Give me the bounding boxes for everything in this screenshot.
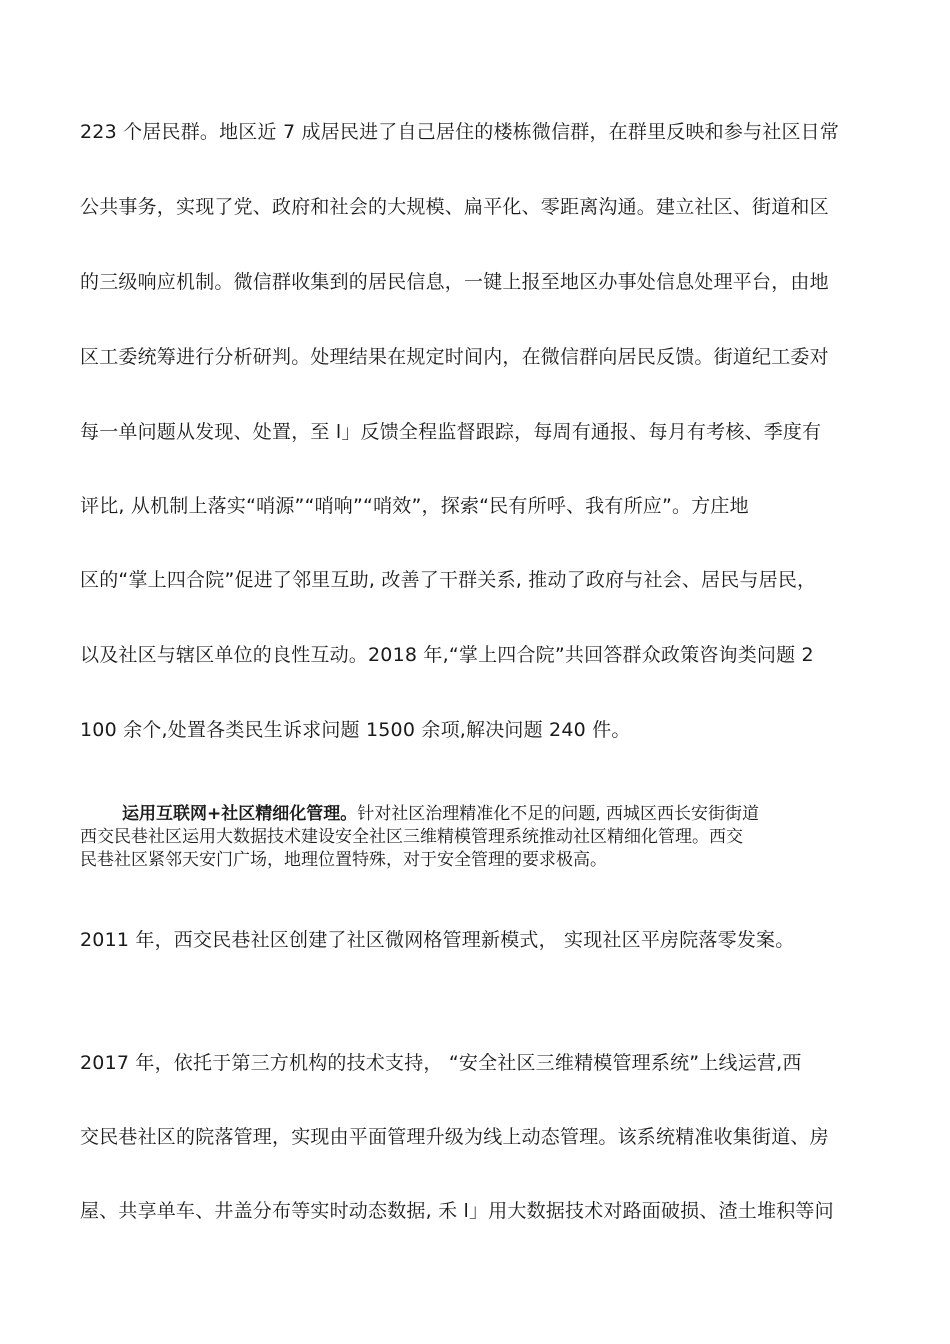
paragraph-1-line-3: 的三级响应机制。微信群收集到的居民信息，一键上报至地区办事处信息处理平台，由地 xyxy=(80,271,829,293)
paragraph-2-line-1-text: 针对社区治理精准化不足的问题, 西城区西长安街街道 xyxy=(357,804,760,824)
paragraph-1-line-9: 100 余个,处置各类民生诉求问题 1500 余项,解决问题 240 件。 xyxy=(80,719,631,741)
paragraph-1-line-2: 公共事务，实现了党、政府和社会的大规模、扁平化、零距离沟通。建立社区、街道和区 xyxy=(80,196,829,218)
paragraph-2-line-3: 民巷社区紧邻天安门广场，地理位置特殊，对于安全管理的要求极高。 xyxy=(80,850,607,870)
paragraph-1-line-6: 评比, 从机制上落实“哨源”“哨响”“哨效”，探索“民有所呼、我有所应”。方庄地 xyxy=(80,495,749,517)
paragraph-1-line-8: 以及社区与辖区单位的良性互动。2018 年,“掌上四合院”共回答群众政策咨询类问题 2 xyxy=(80,644,814,666)
paragraph-1-line-5: 每一单问题从发现、处置，至 l」反馈全程监督跟踪，每周有通报、每月有考核、季度有 xyxy=(80,421,822,443)
paragraph-1-line-7: 区的“掌上四合院”促进了邻里互助, 改善了干群关系, 推动了政府与社会、居民与居民， xyxy=(80,569,817,591)
paragraph-1-line-1: 223 个居民群。地区近 7 成居民进了自己居住的楼栋微信群，在群里反映和参与社区日常 xyxy=(80,121,840,143)
paragraph-3-line-1: 2011 年，西交民巷社区创建了社区微网格管理新模式， 实现社区平房院落零发案。 xyxy=(80,929,795,951)
paragraph-1-line-4: 区工委统筹进行分析研判。处理结果在规定时间内，在微信群向居民反馈。街道纪工委对 xyxy=(80,346,829,368)
paragraph-2-line-1 xyxy=(80,803,880,825)
paragraph-4-line-3: 屋、共享单车、井盖分布等实时动态数据, 禾 l」用大数据技术对路面破损、渣土堆积等问 xyxy=(80,1200,834,1222)
paragraph-4-line-1: 2017 年，依托于第三方机构的技术支持， “安全社区三维精模管理系统”上线运营,西 xyxy=(80,1052,802,1074)
paragraph-4-line-2: 交民巷社区的院落管理，实现由平面管理升级为线上动态管理。该系统精准收集街道、房 xyxy=(80,1126,829,1148)
paragraph-2-heading: 运用互联网+社区精细化管理。 xyxy=(122,804,358,824)
paragraph-2-line-2: 西交民巷社区运用大数据技术建设安全社区三维精模管理系统推动社区精细化管理。西交 xyxy=(80,827,743,847)
